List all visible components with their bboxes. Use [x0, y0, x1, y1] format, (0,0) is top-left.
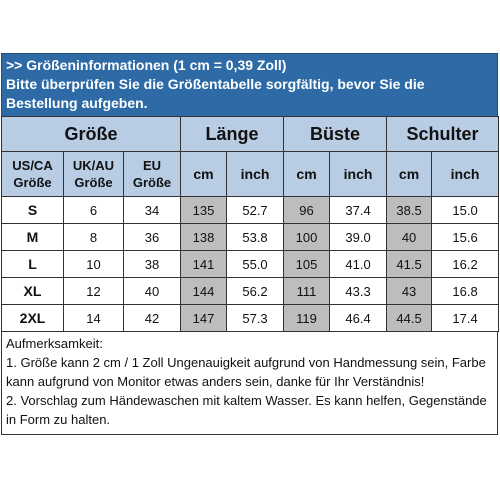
- cell-shoulder-inch: 16.2: [432, 251, 499, 278]
- header-line-1: >> Größeninformationen (1 cm = 0,39 Zoll): [6, 57, 287, 73]
- cell-bust-inch: 37.4: [330, 197, 387, 224]
- table-row: [2, 305, 499, 332]
- col-bust-cm: cm: [284, 152, 330, 197]
- cell-bust-inch: 39.0: [330, 224, 387, 251]
- cell-eu: 36: [124, 224, 181, 251]
- cell-uk: 10: [64, 251, 124, 278]
- cell-bust-cm: 100: [284, 224, 330, 251]
- cell-bust-cm: 96: [284, 197, 330, 224]
- cell-eu: 42: [124, 305, 181, 332]
- cell-length-inch: 55.0: [227, 251, 284, 278]
- cell-bust-cm: 111: [284, 278, 330, 305]
- cell-shoulder-cm: 38.5: [387, 197, 432, 224]
- cell-length-inch: 56.2: [227, 278, 284, 305]
- cell-length-cm: 144: [181, 278, 227, 305]
- cell-eu: 38: [124, 251, 181, 278]
- cell-size: L: [2, 251, 64, 278]
- cell-uk: 12: [64, 278, 124, 305]
- cell-uk: 6: [64, 197, 124, 224]
- col-length-inch: inch: [227, 152, 284, 197]
- cell-size: S: [2, 197, 64, 224]
- group-shoulder: Schulter: [387, 117, 499, 152]
- col-uk-au: UK/AU Größe: [64, 152, 124, 197]
- notes-title: Aufmerksamkeit:: [6, 336, 103, 351]
- note-item-1: 1. Größe kann 2 cm / 1 Zoll Ungenauigkeit aufgrund von Handmessung sein, Farbe kann aufgrund von Monitor etwas anders sein, danke für Ihr Verständnis!: [6, 355, 486, 389]
- cell-shoulder-cm: 41.5: [387, 251, 432, 278]
- size-chart: [1, 53, 498, 435]
- size-table: [1, 116, 499, 332]
- group-bust: Büste: [284, 117, 387, 152]
- cell-shoulder-cm: 44.5: [387, 305, 432, 332]
- table-row: [2, 224, 499, 251]
- cell-shoulder-inch: 15.0: [432, 197, 499, 224]
- cell-length-inch: 57.3: [227, 305, 284, 332]
- cell-shoulder-cm: 40: [387, 224, 432, 251]
- table-row: [2, 278, 499, 305]
- cell-uk: 14: [64, 305, 124, 332]
- col-bust-inch: inch: [330, 152, 387, 197]
- cell-eu: 40: [124, 278, 181, 305]
- cell-shoulder-cm: 43: [387, 278, 432, 305]
- note-item-2: 2. Vorschlag zum Händewaschen mit kaltem Wasser. Es kann helfen, Gegenstände in Form zu halten.: [6, 393, 487, 427]
- cell-bust-inch: 41.0: [330, 251, 387, 278]
- col-length-cm: cm: [181, 152, 227, 197]
- cell-eu: 34: [124, 197, 181, 224]
- cell-bust-inch: 46.4: [330, 305, 387, 332]
- cell-shoulder-inch: 17.4: [432, 305, 499, 332]
- header-line-2: Bitte überprüfen Sie die Größentabelle sorgfältig, bevor Sie die Bestellung aufgeben.: [6, 76, 425, 111]
- cell-shoulder-inch: 15.6: [432, 224, 499, 251]
- cell-size: 2XL: [2, 305, 64, 332]
- col-eu: EU Größe: [124, 152, 181, 197]
- cell-uk: 8: [64, 224, 124, 251]
- cell-length-cm: 138: [181, 224, 227, 251]
- group-length: Länge: [181, 117, 284, 152]
- cell-length-cm: 147: [181, 305, 227, 332]
- cell-length-inch: 53.8: [227, 224, 284, 251]
- group-size: Größe: [2, 117, 181, 152]
- cell-bust-cm: 119: [284, 305, 330, 332]
- cell-length-cm: 141: [181, 251, 227, 278]
- col-us-ca: US/CA Größe: [2, 152, 64, 197]
- table-row: [2, 251, 499, 278]
- cell-length-cm: 135: [181, 197, 227, 224]
- cell-bust-inch: 43.3: [330, 278, 387, 305]
- cell-size: XL: [2, 278, 64, 305]
- cell-bust-cm: 105: [284, 251, 330, 278]
- size-info-header: [1, 53, 498, 116]
- cell-shoulder-inch: 16.8: [432, 278, 499, 305]
- group-header-row: [2, 117, 499, 152]
- cell-length-inch: 52.7: [227, 197, 284, 224]
- notes-section: [1, 332, 498, 435]
- sub-header-row: [2, 152, 499, 197]
- col-shoulder-inch: inch: [432, 152, 499, 197]
- cell-size: M: [2, 224, 64, 251]
- table-row: [2, 197, 499, 224]
- col-shoulder-cm: cm: [387, 152, 432, 197]
